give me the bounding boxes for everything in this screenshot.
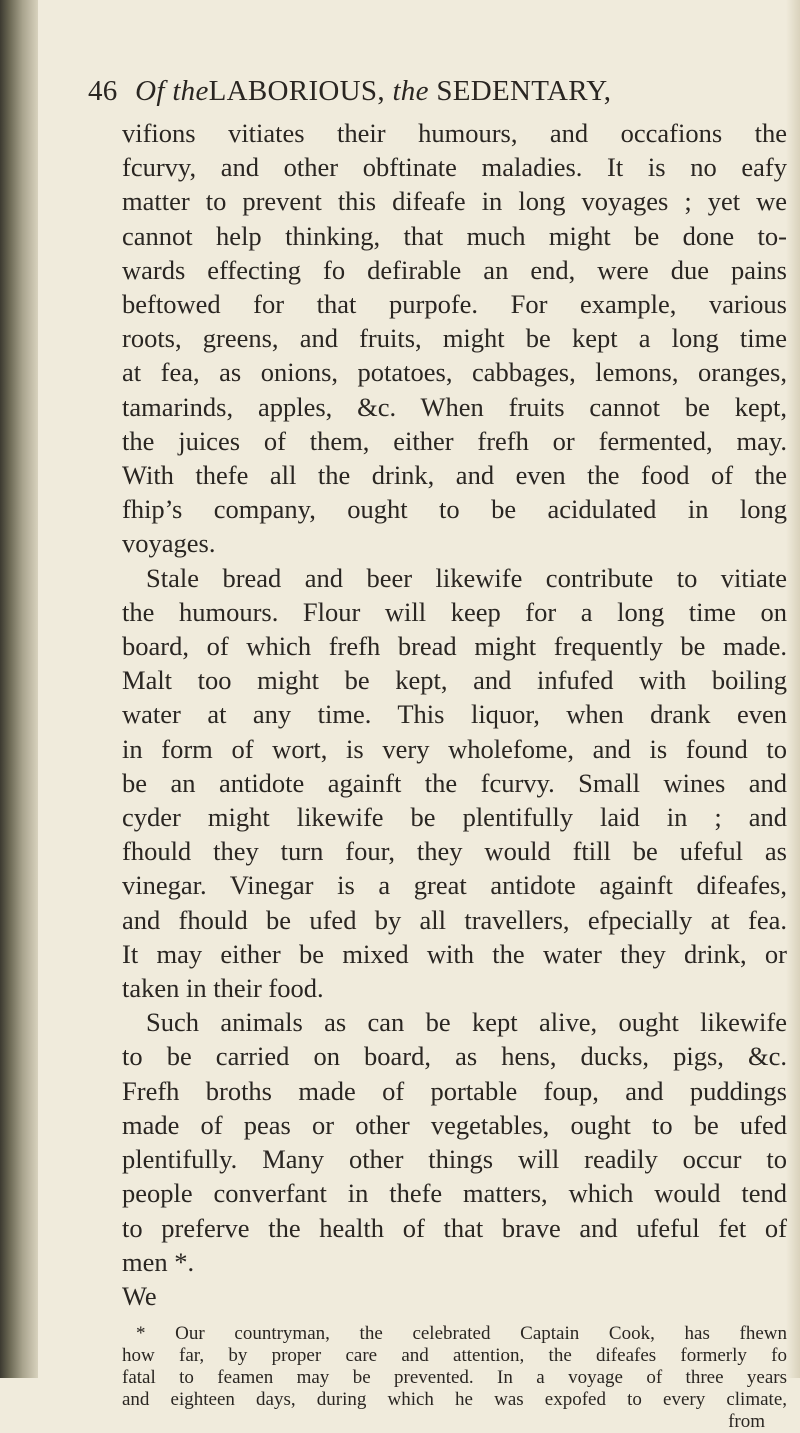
text-line: fhould they turn four, they would ftill be ufeful as	[122, 836, 787, 867]
text-line: taken in their food.	[122, 973, 324, 1004]
text-line: Such animals as can be kept alive, ought likewife	[146, 1007, 787, 1038]
paragraph-2	[122, 561, 787, 1006]
text-line: to be carried on board, as hens, ducks, pigs, &c.	[122, 1041, 787, 1072]
text-line: fhip’s company, ought to be acidulated in long	[122, 494, 787, 525]
text-line: the juices of them, either frefh or fermented, may.	[122, 425, 787, 456]
footnote-line: and eighteen days, during which he was expofed to every climate,	[122, 1388, 787, 1410]
running-head-conjunction: the	[392, 75, 429, 107]
text-line: matter to prevent this difeafe in long voyages ; yet we	[122, 186, 787, 217]
page-number: 46	[88, 75, 118, 107]
text-line: cannot help thinking, that much might be done to-	[122, 220, 787, 251]
text-line: vinegar. Vinegar is a great antidote againft difeafes,	[122, 870, 787, 901]
text-line: With thefe all the drink, and even the food of the	[122, 460, 787, 491]
text-line: roots, greens, and fruits, might be kept a long time	[122, 323, 787, 354]
catchword: We	[122, 1280, 157, 1311]
text-line: board, of which frefh bread might frequently be made.	[122, 631, 787, 662]
text-line: at fea, as onions, potatoes, cabbages, lemons, oranges,	[122, 357, 787, 388]
running-head-main: LABORIOUS,	[208, 75, 385, 107]
text-line: in form of wort, is very wholefome, and is found to	[122, 733, 787, 764]
running-head-end: SEDENTARY,	[436, 75, 612, 107]
paragraph-1	[122, 116, 787, 561]
footnote-line: fatal to feamen may be prevented. In a voyage of three years	[122, 1366, 787, 1388]
footnote-catchword: from	[728, 1410, 765, 1432]
footnote-line: how far, by proper care and attention, the difeafes formerly fo	[122, 1344, 787, 1366]
text-line: made of peas or other vegetables, ought to be ufed	[122, 1109, 787, 1140]
book-page	[70, 72, 790, 1433]
text-line: It may either be mixed with the water they drink, or	[122, 938, 787, 969]
text-line: voyages.	[122, 528, 216, 559]
text-line: plentifully. Many other things will readily occur to	[122, 1144, 787, 1175]
paragraph-3	[122, 1005, 787, 1279]
running-head-prefix: Of the	[135, 75, 209, 107]
text-line: people converfant in thefe matters, which would tend	[122, 1178, 787, 1209]
text-line: the humours. Flour will keep for a long time on	[122, 596, 787, 627]
text-line: beftowed for that purpofe. For example, various	[122, 289, 787, 320]
text-line: tamarinds, apples, &c. When fruits cannot be kept,	[122, 391, 787, 422]
body-text	[122, 116, 787, 1313]
text-line: to preferve the health of that brave and ufeful fet of	[122, 1212, 787, 1243]
text-line: vifions vitiates their humours, and occafions the	[122, 118, 787, 148]
running-head	[88, 72, 790, 110]
text-line: water at any time. This liquor, when drank even	[122, 699, 787, 730]
text-line: Frefh broths made of portable foup, and puddings	[122, 1075, 787, 1106]
footnote-line: * Our countryman, the celebrated Captain Cook, has fhewn	[136, 1322, 787, 1344]
text-line: Stale bread and beer likewife contribute to vitiate	[146, 562, 787, 593]
text-line: men *.	[122, 1246, 195, 1277]
text-line: wards effecting fo defirable an end, were due pains	[122, 254, 787, 285]
book-binding-edge	[0, 0, 38, 1378]
text-line: be an antidote againft the fcurvy. Small wines and	[122, 767, 787, 798]
text-line: Malt too might be kept, and infufed with boiling	[122, 665, 787, 696]
text-line: and fhould be ufed by all travellers, efpecially at fea.	[122, 904, 787, 935]
text-line: fcurvy, and other obftinate maladies. It is no eafy	[122, 152, 787, 183]
text-line: cyder might likewife be plentifully laid in ; and	[122, 802, 787, 833]
